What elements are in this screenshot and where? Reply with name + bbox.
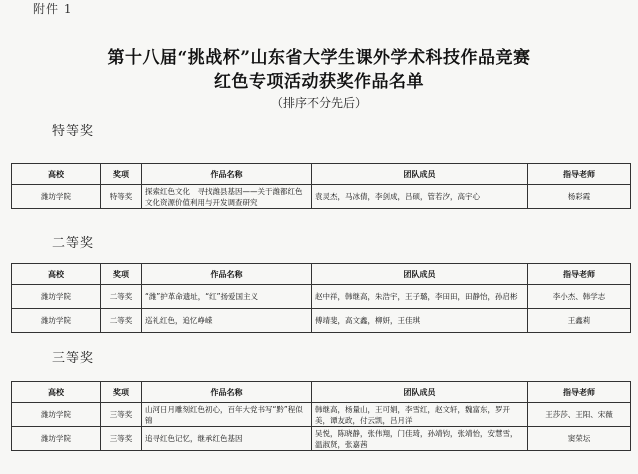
column-header-school: 高校 [12,164,101,185]
cell-advisor: 李小杰、韩学志 [528,285,631,309]
column-header-school: 高校 [12,382,101,403]
cell-members: 袁灵杰，马冰倩，李剑成，吕硕，管若汐，高宇心 [312,185,528,209]
attachment-label: 附件 1 [33,2,73,16]
document-title: 第十八届“挑战杯”山东省大学生课外学术科技作品竞赛 [107,48,531,68]
table-row [12,427,631,451]
cell-members: 赵中祥，韩继高，朱浩宇，王子璐，李田田，田静怡，孙启彬 [312,285,528,309]
column-header-project: 作品名称 [142,164,312,185]
cell-advisor: 王鑫莉 [528,309,631,333]
table-row [12,285,631,309]
cell-members: 吴悦，陈晓静，张伟翔，门佳琦，孙靖钧，张靖怡，安慧雪，温淑贤，张嘉茜 [312,427,528,451]
column-header-advisor: 指导老师 [528,382,631,403]
cell-project: 山河日月雕刻红色初心，百年大党书写“黔”程似锦 [142,403,312,427]
column-header-advisor: 指导老师 [528,264,631,285]
third-prize-table [11,381,631,451]
section-heading-second-prize: 二等奖 [52,236,95,251]
cell-school: 潍坊学院 [12,427,101,451]
cell-members: 傅靖斐，高文鑫，柳妍，王佳琪 [312,309,528,333]
column-header-award: 奖项 [101,264,142,285]
cell-project: 追寻红色记忆，继承红色基因 [142,427,312,451]
column-header-project: 作品名称 [142,264,312,285]
table-row [12,403,631,427]
table-row [12,309,631,333]
special-prize-table [11,163,631,209]
column-header-members: 团队成员 [312,382,528,403]
column-header-members: 团队成员 [312,264,528,285]
column-header-members: 团队成员 [312,164,528,185]
section-heading-special-prize: 特等奖 [52,124,95,139]
column-header-award: 奖项 [101,164,142,185]
cell-award: 二等奖 [101,285,142,309]
second-prize-table [11,263,631,333]
table-header-row [12,264,631,285]
cell-members: 韩继高，杨量山，王可娟，李雪红，赵文轩，魏富东，罗开美，谭友政，付云凯，吕月洋 [312,403,528,427]
cell-school: 潍坊学院 [12,185,101,209]
column-header-school: 高校 [12,264,101,285]
section-heading-third-prize: 三等奖 [52,351,95,366]
column-header-project: 作品名称 [142,382,312,403]
table-header-row [12,382,631,403]
cell-project: 巡礼红色，追忆峥嵘 [142,309,312,333]
cell-award: 三等奖 [101,427,142,451]
cell-advisor: 杨彩霞 [528,185,631,209]
cell-advisor: 王莎莎、王阳、宋薇 [528,403,631,427]
cell-award: 三等奖 [101,403,142,427]
table-row [12,185,631,209]
cell-school: 潍坊学院 [12,403,101,427]
column-header-advisor: 指导老师 [528,164,631,185]
cell-award: 二等奖 [101,309,142,333]
cell-project: “潍”护革命遗址，“红”扬爱国主义 [142,285,312,309]
column-header-award: 奖项 [101,382,142,403]
cell-advisor: 窦荣坛 [528,427,631,451]
cell-award: 特等奖 [101,185,142,209]
cell-school: 潍坊学院 [12,309,101,333]
document-title-line2: 红色专项活动获奖作品名单 [214,72,424,92]
table-header-row [12,164,631,185]
cell-project: 探索红色文化 寻找潍县基因——关于潍都红色文化资源价值利用与开发调查研究 [142,185,312,209]
document-subtitle: （排序不分先后） [270,96,367,110]
cell-school: 潍坊学院 [12,285,101,309]
